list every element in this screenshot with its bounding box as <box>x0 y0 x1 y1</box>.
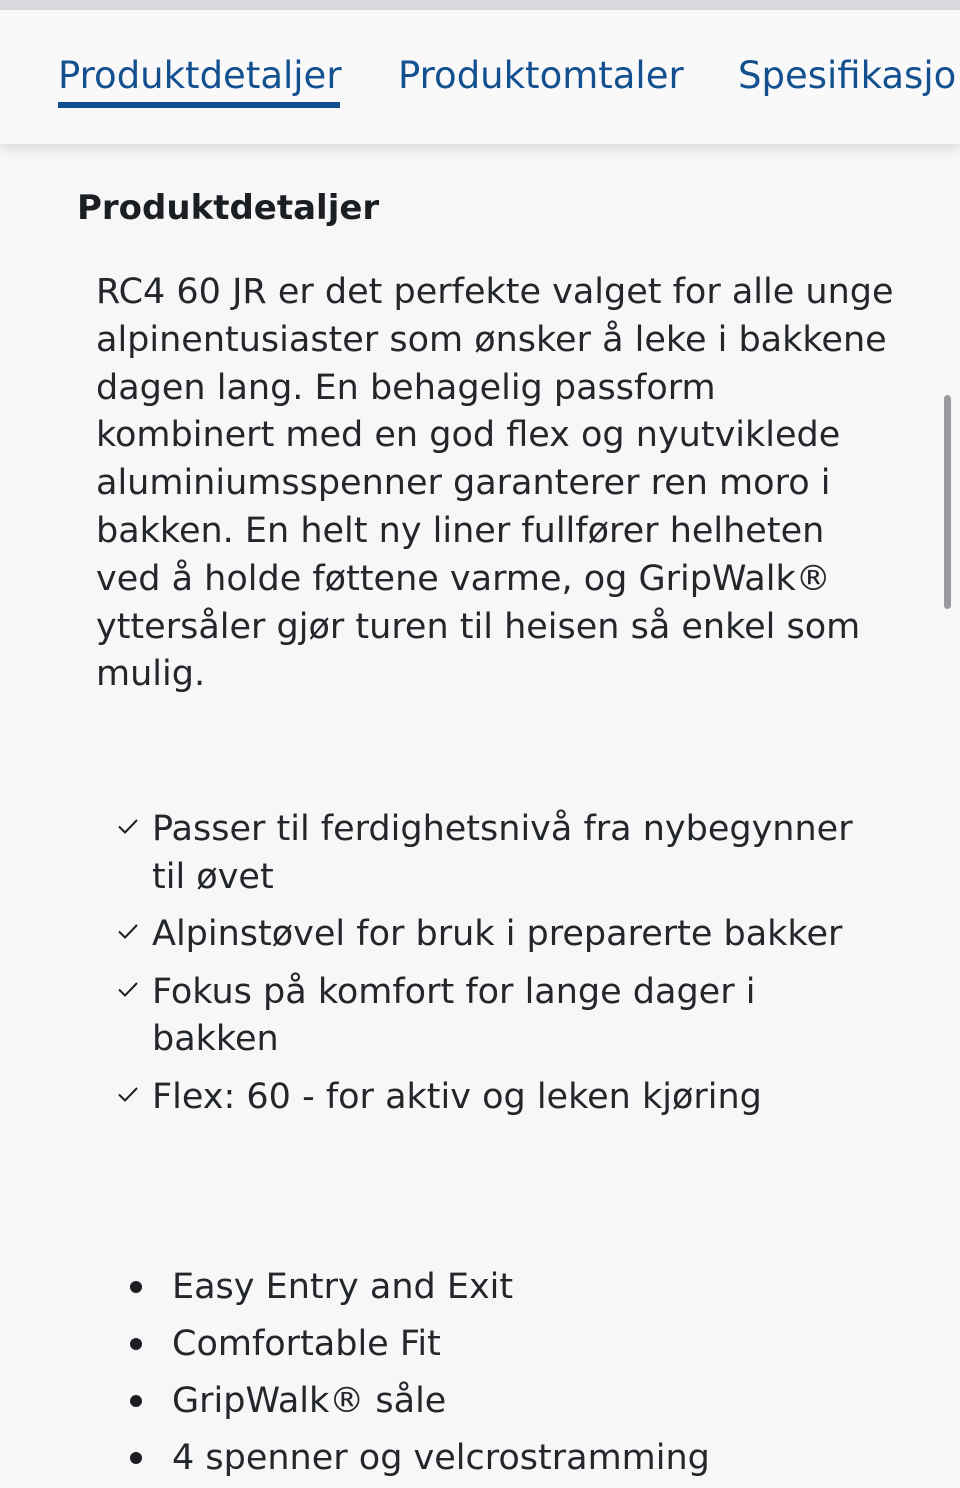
list-item <box>130 1316 890 1373</box>
checkmark-icon <box>116 1082 140 1106</box>
feature-text: Passer til ferdighetsnivå fra nybegynner til øvet <box>152 809 853 897</box>
checkmark-icon <box>116 814 140 838</box>
feature-text: Fokus på komfort for lange dager i bakken <box>152 971 756 1059</box>
active-tab-indicator <box>58 102 340 108</box>
bullet-icon <box>130 1395 142 1407</box>
scrollbar-thumb[interactable] <box>944 395 951 609</box>
feature-text: Alpinstøvel for bruk i preparerte bakker <box>152 914 843 954</box>
feature-checklist <box>112 806 872 1131</box>
list-item <box>112 911 872 959</box>
bullet-icon <box>130 1452 142 1464</box>
checkmark-icon <box>116 919 140 943</box>
list-item <box>112 806 872 901</box>
list-item <box>112 1074 872 1122</box>
section-title: Produktdetaljer <box>77 188 380 228</box>
highlight-text: Easy Entry and Exit <box>172 1267 514 1307</box>
tab-produktomtaler[interactable]: Produktomtaler <box>398 54 684 97</box>
highlight-list <box>130 1259 890 1487</box>
bullet-icon <box>130 1281 142 1293</box>
highlight-text: 4 spenner og velcrostramming <box>172 1438 710 1478</box>
highlight-text: GripWalk® såle <box>172 1381 447 1421</box>
bullet-icon <box>130 1338 142 1350</box>
tab-spesifikasjoner[interactable]: Spesifikasjo <box>738 54 957 97</box>
tab-produktdetaljer[interactable]: Produktdetaljer <box>58 54 342 97</box>
checkmark-icon <box>116 977 140 1001</box>
product-tab-bar <box>0 10 960 144</box>
highlight-text: Comfortable Fit <box>172 1324 441 1364</box>
product-description: RC4 60 JR er det perfekte valget for alle unge alpinentusiaster som ønsker å leke i bakkene dagen lang. En behagelig passform kombinert med en god flex og nyutviklede aluminiumsspenner garanterer ren moro i bakken. En helt ny liner fullfører helheten ved å holde føttene varme, og GripWalk® yttersåler gjør turen til heisen så enkel som mulig. <box>96 272 894 695</box>
list-item <box>130 1373 890 1430</box>
list-item <box>130 1259 890 1316</box>
list-item <box>130 1430 890 1487</box>
feature-text: Flex: 60 - for aktiv og leken kjøring <box>152 1076 762 1117</box>
list-item <box>112 969 872 1064</box>
